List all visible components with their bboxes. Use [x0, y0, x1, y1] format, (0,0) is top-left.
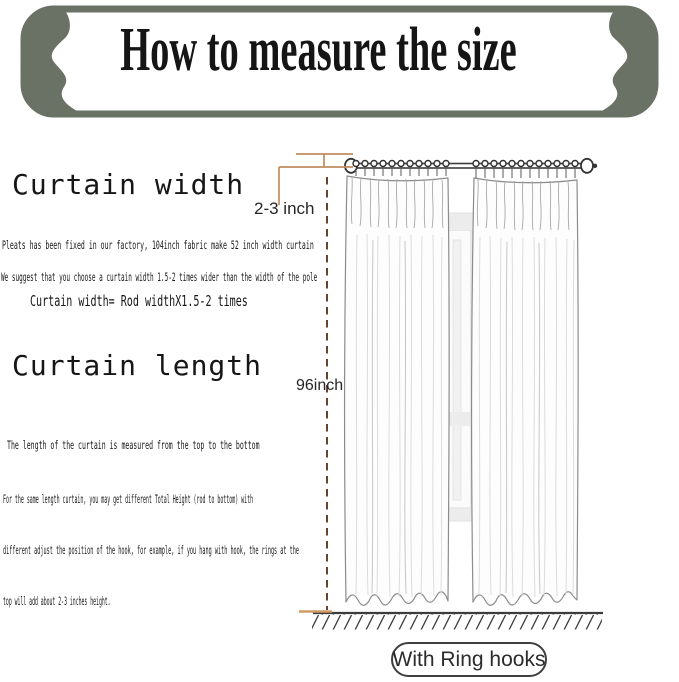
gap-measurement-label: 2-3 inch — [254, 199, 315, 218]
width-formula: Curtain width= Rod widthX1.5-2 times — [30, 292, 248, 310]
length-note-line-3: different adjust the position of the hook, for example, if you hang with hook, the rings at the — [3, 543, 299, 557]
length-note-line-4: top will add about 2-3 inches height. — [3, 594, 111, 608]
width-note-line-2: We suggest that you choose a curtain width 1.5-2 times wider than the width of the pole — [1, 270, 318, 284]
gap-bracket — [279, 154, 353, 205]
caption-pill — [391, 642, 547, 677]
curtain-rod — [345, 159, 597, 178]
length-note-line-2: For the same length curtain, you may get different Total Height (rod to bottom) with — [3, 492, 254, 506]
curtain-panel-left — [345, 176, 450, 605]
curtain-rings-left — [353, 161, 449, 167]
rod-finial-tip — [593, 164, 597, 168]
curtain-width-heading: Curtain width — [12, 168, 245, 201]
length-note-line-1: The length of the curtain is measured from the top to the bottom — [7, 438, 260, 452]
page-title: How to measure the size — [120, 16, 517, 84]
ring-hooks-left — [356, 168, 446, 176]
floor-hatching — [312, 615, 602, 630]
caption-label: With Ring hooks — [392, 647, 546, 671]
curtain-panel-right — [472, 178, 579, 605]
length-measurement-label: 96inch — [296, 377, 344, 394]
curtain-length-heading: Curtain length — [12, 349, 263, 382]
ring-hooks-right — [476, 168, 575, 178]
rod-finial-right — [581, 159, 593, 173]
width-note-line-1: Pleats has been fixed in our factory, 104inch fabric make 52 inch width curtain — [2, 238, 314, 252]
